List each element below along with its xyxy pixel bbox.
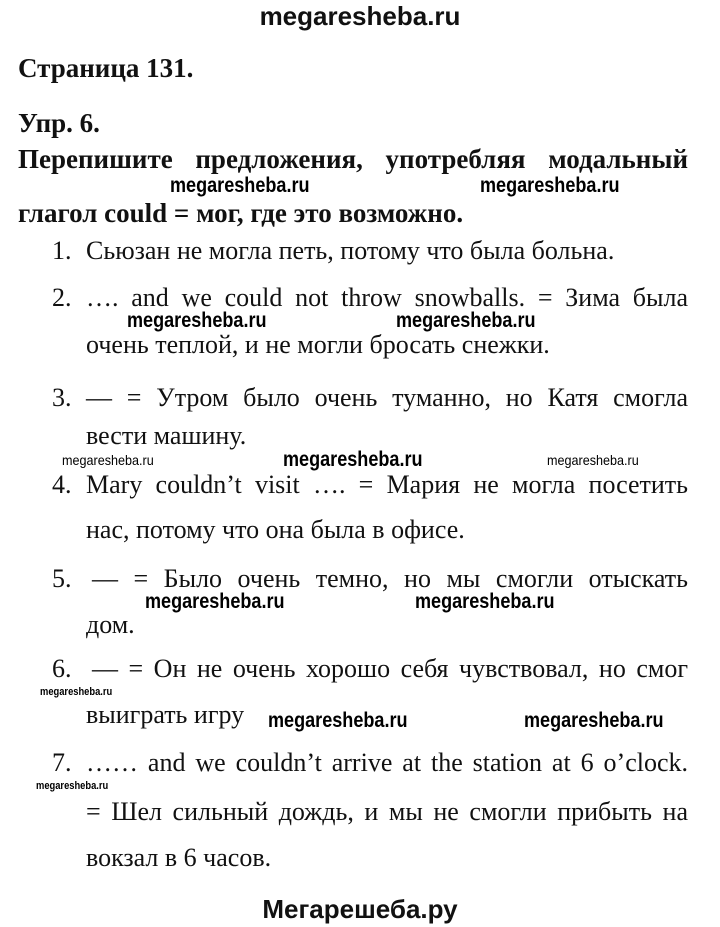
item-text: нас, потому что она была в офисе. (86, 515, 465, 544)
item-number: 2. (52, 283, 72, 312)
watermark: megaresheba.ru (547, 452, 639, 468)
item-text: …… and we couldn’t arrive at the station at 6 o’clock. (86, 748, 688, 777)
watermark: megaresheba.ru (36, 780, 109, 792)
site-header: megaresheba.ru (259, 1, 461, 31)
item-text: выиграть игру (86, 700, 245, 729)
item-number: 6. (52, 654, 72, 683)
watermark: megaresheba.ru (283, 448, 423, 471)
watermark: megaresheba.ru (396, 309, 536, 332)
watermark: megaresheba.ru (62, 452, 154, 468)
item-text: вокзал в 6 часов. (86, 843, 272, 872)
item-number: 7. (52, 748, 72, 777)
site-footer: Мегарешеба.ру (262, 894, 458, 924)
item-number: 3. (52, 383, 72, 412)
item-text: — = Он не очень хорошо себя чувствовал, но смог (92, 654, 688, 683)
item-text: очень теплой, и не могли бросать снежки. (86, 330, 550, 359)
item-text: — = Утром было очень туманно, но Катя смогла (86, 383, 688, 412)
item-text: Сьюзан не могла петь, потому что была больна. (86, 236, 615, 265)
item-text: вести машину. (86, 421, 247, 450)
exercise-title: Упр. 6. (18, 108, 100, 138)
watermark: megaresheba.ru (524, 709, 664, 732)
instruction-line: Перепишите предложения, употребляя модальный (18, 144, 688, 174)
item-number: 1. (52, 236, 72, 265)
item-number: 4. (52, 470, 72, 499)
page-title: Страница 131. (18, 53, 194, 83)
watermark: megaresheba.ru (127, 309, 267, 332)
watermark: megaresheba.ru (480, 174, 620, 197)
watermark: megaresheba.ru (145, 590, 285, 613)
item-text: …. and we could not throw snowballs. = Зима была (86, 283, 688, 312)
watermark: megaresheba.ru (40, 686, 113, 698)
item-number: 5. (52, 564, 72, 593)
watermark: megaresheba.ru (268, 709, 408, 732)
instruction-line: глагол could = мог, где это возможно. (18, 198, 464, 228)
item-text: = Шел сильный дождь, и мы не смогли прибыть на (86, 797, 688, 826)
watermark: megaresheba.ru (415, 590, 555, 613)
item-text: — = Было очень темно, но мы смогли отыскать (92, 564, 688, 593)
item-text: Mary couldn’t visit …. = Мария не могла посетить (86, 470, 688, 499)
watermark: megaresheba.ru (170, 174, 310, 197)
item-text: дом. (86, 610, 135, 639)
